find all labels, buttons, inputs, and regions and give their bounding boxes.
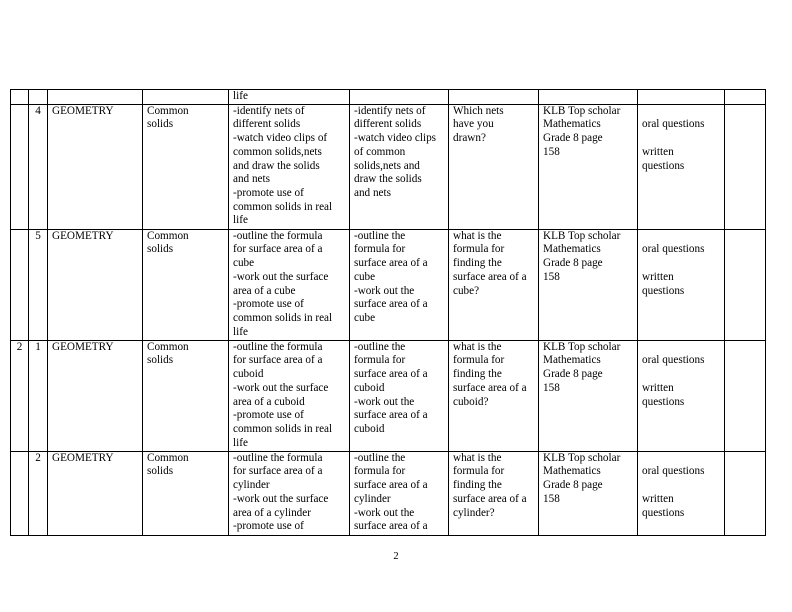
lesson-cell: 5 (29, 229, 48, 340)
objectives-cell: -outline the formula for surface area of a cube -work out the surface area of a cube -promote use of common solids in real life (229, 229, 350, 340)
activities-cell: -outline the formula for surface area of a cylinder -work out the surface area of a (350, 451, 449, 535)
activities-cell: -outline the formula for surface area of a cuboid -work out the surface area of a cuboid (350, 340, 449, 451)
key-questions-cell: what is the formula for finding the surface area of a cube? (449, 229, 539, 340)
resources-cell (539, 90, 638, 105)
resources-cell: KLB Top scholar Mathematics Grade 8 page 158 (539, 340, 638, 451)
objectives-cell: -outline the formula for surface area of a cylinder -work out the surface area of a cylinder -promote use of (229, 451, 350, 535)
table-row-continuation (11, 90, 766, 105)
activities-cell: -identify nets of different solids -watch video clips of common solids,nets and draw the solids and nets (350, 104, 449, 229)
assessment-cell: oral questions written questions (638, 340, 725, 451)
assessment-cell: oral questions written questions (638, 229, 725, 340)
subtopic-cell: Common solids (143, 229, 229, 340)
subtopic-cell: Common solids (143, 451, 229, 535)
table-row (11, 229, 766, 340)
remarks-cell (725, 340, 766, 451)
resources-cell: KLB Top scholar Mathematics Grade 8 page 158 (539, 104, 638, 229)
lesson-cell (29, 90, 48, 105)
table-row (11, 104, 766, 229)
key-questions-cell (449, 90, 539, 105)
remarks-cell (725, 104, 766, 229)
week-cell: 2 (11, 340, 29, 451)
remarks-cell (725, 90, 766, 105)
lesson-cell: 1 (29, 340, 48, 451)
remarks-cell (725, 229, 766, 340)
scheme-of-work-table (10, 89, 766, 536)
key-questions-cell: what is the formula for finding the surface area of a cylinder? (449, 451, 539, 535)
objectives-cell: life (229, 90, 350, 105)
subtopic-cell: Common solids (143, 340, 229, 451)
key-questions-cell: what is the formula for finding the surface area of a cuboid? (449, 340, 539, 451)
week-cell (11, 90, 29, 105)
resources-cell: KLB Top scholar Mathematics Grade 8 page 158 (539, 229, 638, 340)
topic-cell (48, 90, 143, 105)
objectives-cell: -outline the formula for surface area of a cuboid -work out the surface area of a cuboid -promote use of common solids in real life (229, 340, 350, 451)
remarks-cell (725, 451, 766, 535)
subtopic-cell: Common solids (143, 104, 229, 229)
assessment-cell (638, 90, 725, 105)
activities-cell (350, 90, 449, 105)
assessment-cell: oral questions written questions (638, 451, 725, 535)
topic-cell: GEOMETRY (48, 451, 143, 535)
table-row (11, 340, 766, 451)
week-cell (11, 229, 29, 340)
resources-cell: KLB Top scholar Mathematics Grade 8 page 158 (539, 451, 638, 535)
lesson-cell: 2 (29, 451, 48, 535)
lesson-cell: 4 (29, 104, 48, 229)
objectives-cell: -identify nets of different solids -watch video clips of common solids,nets and draw the solids and nets -promote use of common solids in real life (229, 104, 350, 229)
subtopic-cell (143, 90, 229, 105)
week-cell (11, 451, 29, 535)
key-questions-cell: Which nets have you drawn? (449, 104, 539, 229)
table-row (11, 451, 766, 535)
topic-cell: GEOMETRY (48, 104, 143, 229)
week-cell (11, 104, 29, 229)
assessment-cell: oral questions written questions (638, 104, 725, 229)
activities-cell: -outline the formula for surface area of a cube -work out the surface area of a cube (350, 229, 449, 340)
page-number: 2 (393, 551, 399, 562)
topic-cell: GEOMETRY (48, 229, 143, 340)
topic-cell: GEOMETRY (48, 340, 143, 451)
